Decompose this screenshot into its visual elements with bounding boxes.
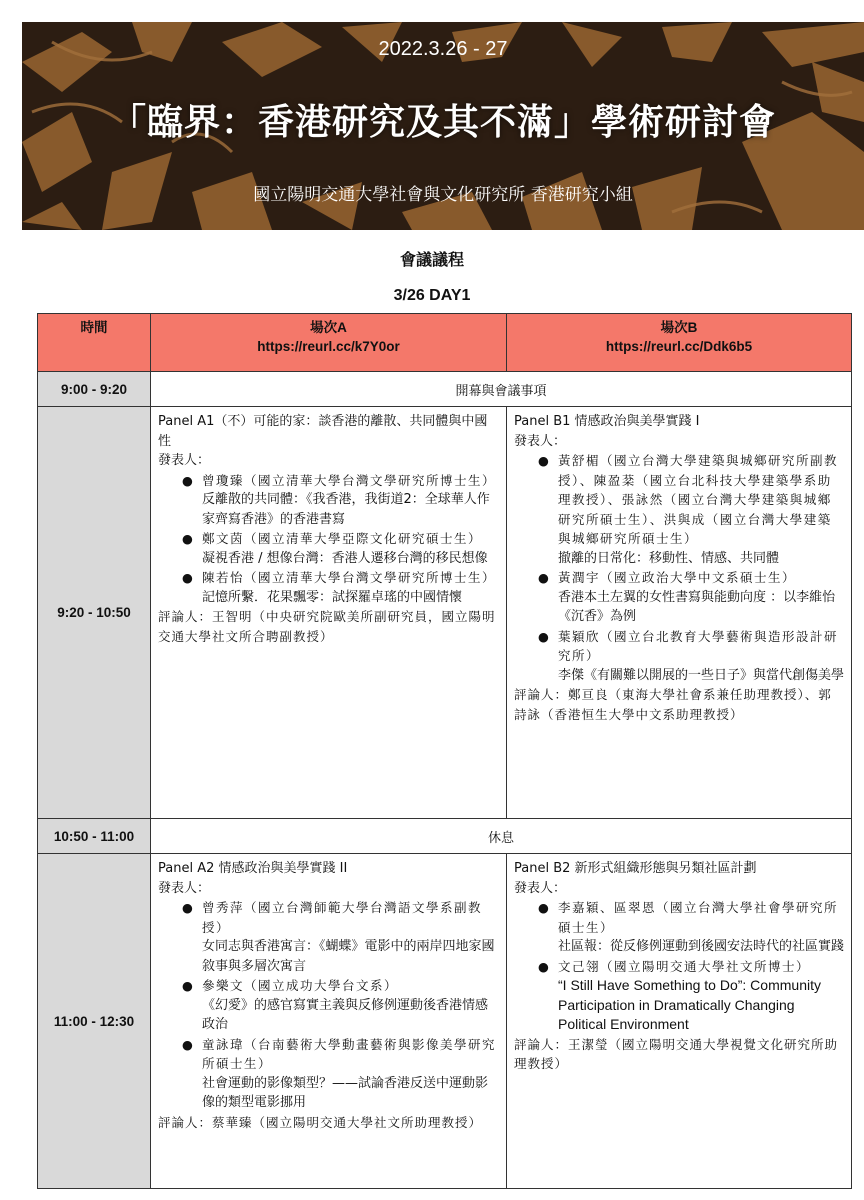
time-cell: 9:20 - 10:50 [38, 407, 151, 819]
banner [22, 22, 864, 230]
bullet-icon: ● [538, 958, 551, 974]
bullet-icon: ● [182, 472, 195, 488]
presenter: 葉穎欣（國立台北教育大學藝術與造形設計研究所） [558, 628, 839, 663]
list-item [158, 568, 499, 588]
break-cell: 休息 [151, 819, 852, 854]
time-header: 時間 [38, 314, 151, 372]
conference-title: 「臨界：香港研究及其不滿」學術研討會 [109, 102, 776, 143]
table-row [38, 372, 852, 407]
session-a-header [151, 314, 507, 372]
table-row [38, 854, 852, 1189]
session-a-title: 場次A [310, 320, 347, 335]
commentator: 評論人：蔡華臻（國立陽明交通大學社文所助理教授） [158, 1114, 483, 1130]
session-a-url[interactable]: https://reurl.cc/k7Y0or [257, 339, 400, 354]
paper-title: 反離散的共同體：《我香港，我街道2：全球華人作家齊寫香港》的香港書寫 [202, 492, 490, 527]
bullet-icon: ● [538, 570, 551, 585]
session-b-title: 場次B [660, 320, 698, 335]
session-b-url[interactable]: https://reurl.cc/Ddk6b5 [605, 339, 753, 354]
paper-title: 《幻愛》的感官寫實主義與反修例運動後香港情感政治 [202, 997, 489, 1032]
session-b-header [507, 314, 852, 372]
list-item [158, 1035, 499, 1074]
agenda-heading: 會議議程 [399, 250, 464, 269]
list-item [514, 898, 844, 937]
presenter: 參樂文（國立成功大學台文系） [202, 978, 399, 993]
paper-title: 香港本土左翼的女性書寫與能動向度 ：以李維怡《沉香》為例 [558, 589, 836, 624]
panel-title: Panel A2 情感政治與美學實踐 II [158, 861, 348, 876]
presenter: 李嘉穎、區翠恩（國立台灣大學社會學研究所碩士生） [558, 900, 839, 935]
bullet-icon: ● [182, 531, 195, 546]
bullet-icon: ● [182, 900, 195, 915]
paper-title: 女同志與香港寓言：《蝴蝶》電影中的兩岸四地家國敘事與多層次寓言 [202, 939, 495, 974]
paper-title: 記憶所繫．花果飄零：試探羅卓瑤的中國情懷 [202, 589, 463, 605]
list-item [158, 471, 499, 491]
bullet-icon: ● [538, 900, 551, 915]
panel-a2-cell [151, 854, 507, 1189]
list-item [158, 976, 499, 996]
paper-title: 社區報：從反修例運動到後國安法時代的社區實踐 [558, 939, 845, 954]
time-cell: 10:50 - 11:00 [38, 819, 151, 854]
time-cell: 9:00 - 9:20 [38, 372, 151, 407]
commentator: 評論人：王潔瑩（國立陽明交通大學視覺文化研究所助理教授） [514, 1036, 839, 1071]
paper-title: 社會運動的影像類型？——試論香港反送中運動影像的類型電影挪用 [202, 1075, 489, 1110]
list-item [514, 568, 844, 588]
presenters-label: 發表人： [514, 880, 567, 896]
list-item [158, 898, 499, 937]
presenter: 鄭文茵（國立清華大學亞際文化研究碩士生） [202, 531, 483, 546]
panel-b1-cell [507, 407, 852, 819]
presenter: 曾秀萍（國立台灣師範大學台灣語文學系副教授） [202, 900, 483, 935]
panel-b2-cell [507, 854, 852, 1189]
presenter: 陳若怡（國立清華大學台灣文學研究所博士生） [202, 570, 497, 585]
paper-title: 李傑《有關難以開展的一些日子》與當代創傷美學 [558, 667, 845, 683]
paper-title: 凝視香港 / 想像台灣：香港人遷移台灣的移民想像 [202, 550, 488, 566]
commentator: 評論人：王智明（中央研究院歐美所副研究員，國立陽明交通大學社文所合聘副教授） [158, 609, 496, 644]
panel-title: Panel A1（不）可能的家：談香港的離散、共同體與中國性 [158, 414, 488, 449]
bullet-icon: ● [182, 570, 195, 585]
presenter: 黃舒楣（國立台灣大學建築與城鄉研究所副教授）、陳盈棻（國立台北科技大學建築學系助理教授）、張詠然（國立台灣大學建築與城鄉研究所碩士生）、洪與成（國立台灣大學建築與城鄉研究所碩士生） [558, 453, 839, 546]
paper-title: “I Still Have Something to Do”: Community Participation in Dramatically Changing Political Environment [558, 977, 821, 1032]
list-item [514, 627, 844, 666]
bullet-icon: ● [538, 628, 551, 644]
organizer: 國立陽明交通大學社會與文化研究所 香港研究小組 [253, 185, 633, 205]
bullet-icon: ● [182, 978, 195, 993]
presenters-label: 發表人： [158, 453, 211, 468]
time-cell: 11:00 - 12:30 [38, 854, 151, 1189]
conference-date: 2022.3.26 - 27 [378, 38, 508, 60]
table-row [38, 819, 852, 854]
presenter: 黃潤宇（國立政治大學中文系碩士生） [558, 570, 797, 585]
agenda-table [37, 313, 852, 1189]
panel-a1-cell [151, 407, 507, 819]
opening-cell: 開幕與會議事項 [151, 372, 852, 407]
list-item [514, 957, 844, 977]
presenter: 文己翎（國立陽明交通大學社文所博士） [558, 958, 811, 974]
table-row [38, 407, 852, 819]
bullet-icon: ● [538, 453, 551, 468]
list-item [158, 529, 499, 549]
presenters-label: 發表人： [514, 433, 567, 449]
panel-title: Panel B1 情感政治與美學實踐 I [514, 414, 700, 429]
presenter: 童詠瑋（台南藝術大學動畫藝術與影像美學研究所碩士生） [202, 1036, 497, 1071]
bullet-icon: ● [182, 1036, 195, 1052]
day-heading: 3/26 DAY1 [393, 287, 471, 304]
commentator: 評論人：鄭亘良（東海大學社會系兼任助理教授）、郭詩詠（香港恒生大學中文系助理教授） [514, 687, 832, 722]
list-item [514, 451, 844, 549]
paper-title: 撤離的日常化：移動性、情感、共同體 [558, 550, 780, 566]
presenters-label: 發表人： [158, 880, 211, 896]
panel-title: Panel B2 新形式組織形態與另類社區計劃 [514, 861, 757, 876]
presenter: 曾瓊臻（國立清華大學台灣文學研究所博士生） [202, 472, 497, 488]
header-row [38, 314, 852, 372]
